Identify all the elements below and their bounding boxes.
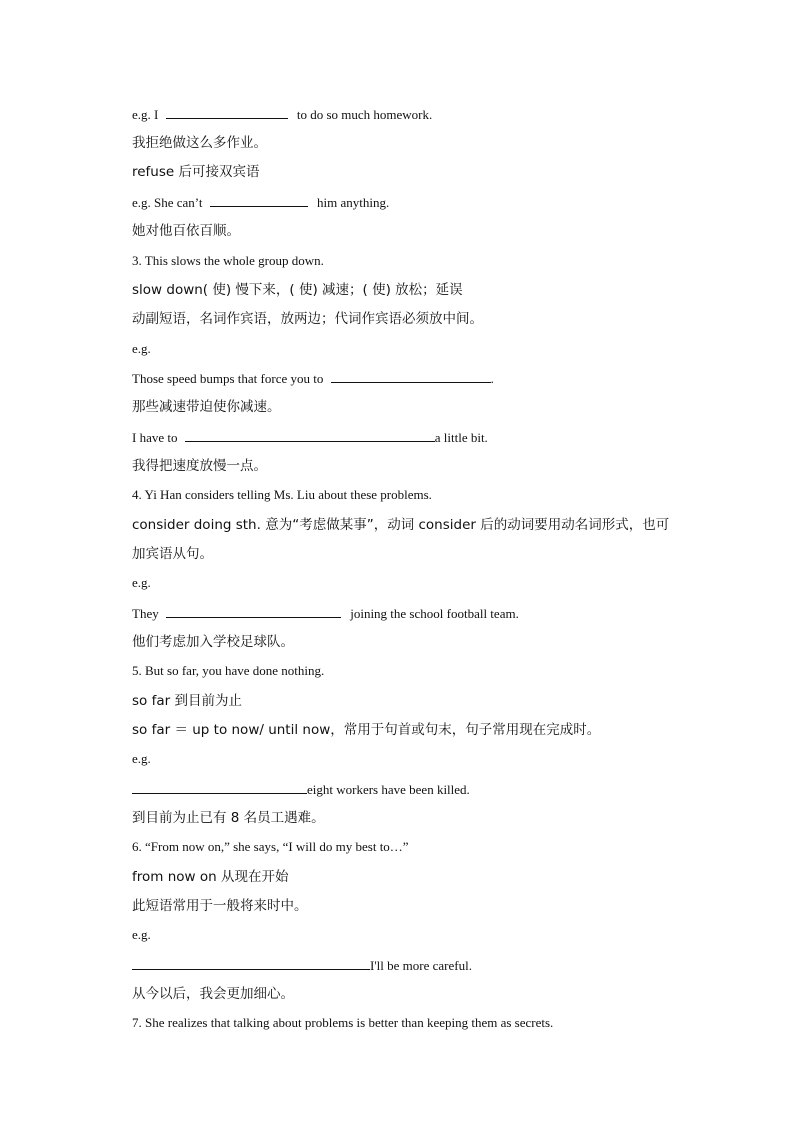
section-heading: 5. But so far, you have done nothing. [132, 663, 325, 678]
example-text-start: They [132, 606, 162, 621]
note-line: 此短语常用于一般将来时中。 [132, 898, 308, 914]
example-text-end: eight workers have been killed. [307, 782, 470, 797]
section-heading: 4. Yi Han considers telling Ms. Liu about these problems. [132, 487, 432, 502]
example-label: e.g. [132, 751, 151, 766]
phrase-definition-continued: 加宾语从句。 [132, 546, 213, 562]
example-line [132, 957, 472, 973]
example-text-end: a little bit. [434, 430, 488, 445]
example-text-start: I have to [132, 430, 181, 445]
answer-blank[interactable] [331, 370, 491, 383]
example-text-end: him anything. [313, 195, 390, 210]
translation-line: 她对他百依百顺。 [132, 223, 240, 239]
answer-blank[interactable] [210, 194, 308, 207]
phrase-definition: consider doing sth. 意为“考虑做某事”，动词 consider 后的动词要用动名词形式，也可 [132, 517, 670, 533]
example-text-end: . [490, 371, 494, 386]
translation-line: 我拒绝做这么多作业。 [132, 135, 267, 151]
example-text-start: Those speed bumps that force you to [132, 371, 327, 386]
example-line [132, 605, 519, 621]
translation-line: 他们考虑加入学校足球队。 [132, 634, 294, 650]
answer-blank[interactable] [166, 106, 288, 119]
example-text-start: e.g. I [132, 107, 162, 122]
section-heading: 7. She realizes that talking about problems is better than keeping them as secrets. [132, 1015, 554, 1030]
example-text-end: joining the school football team. [346, 606, 519, 621]
answer-blank[interactable] [132, 781, 307, 794]
phrase-definition: so far 到目前为止 [132, 693, 242, 709]
answer-blank[interactable] [132, 957, 370, 970]
section-heading: 6. “From now on,” she says, “I will do my best to…” [132, 839, 409, 854]
example-text-end: to do so much homework. [293, 107, 433, 122]
translation-line: 从今以后，我会更加细心。 [132, 986, 294, 1002]
translation-line: 到目前为止已有 8 名员工遇难。 [132, 810, 325, 826]
answer-blank[interactable] [166, 605, 341, 618]
answer-blank[interactable] [185, 429, 435, 442]
phrase-definition: slow down( 使) 慢下来，( 使) 减速；( 使) 放松；延误 [132, 282, 463, 298]
example-line [132, 429, 488, 445]
note-line: so far ＝ up to now/ until now，常用于句首或句末，句子常用现在完成时。 [132, 722, 601, 738]
section-heading: 3. This slows the whole group down. [132, 253, 324, 268]
example-label: e.g. [132, 927, 151, 942]
phrase-definition: from now on 从现在开始 [132, 869, 289, 885]
example-label: e.g. [132, 341, 151, 356]
example-text-end: I'll be more careful. [370, 958, 472, 973]
example-label: e.g. [132, 575, 151, 590]
note-line: refuse 后可接双宾语 [132, 164, 260, 180]
example-line [132, 370, 494, 386]
note-line: 动副短语，名词作宾语，放两边；代词作宾语必须放中间。 [132, 311, 483, 327]
translation-line: 那些减速带迫使你减速。 [132, 399, 281, 415]
example-line [132, 194, 389, 210]
translation-line: 我得把速度放慢一点。 [132, 458, 267, 474]
example-line [132, 106, 432, 122]
example-line [132, 781, 470, 797]
example-text-start: e.g. She can’t [132, 195, 206, 210]
